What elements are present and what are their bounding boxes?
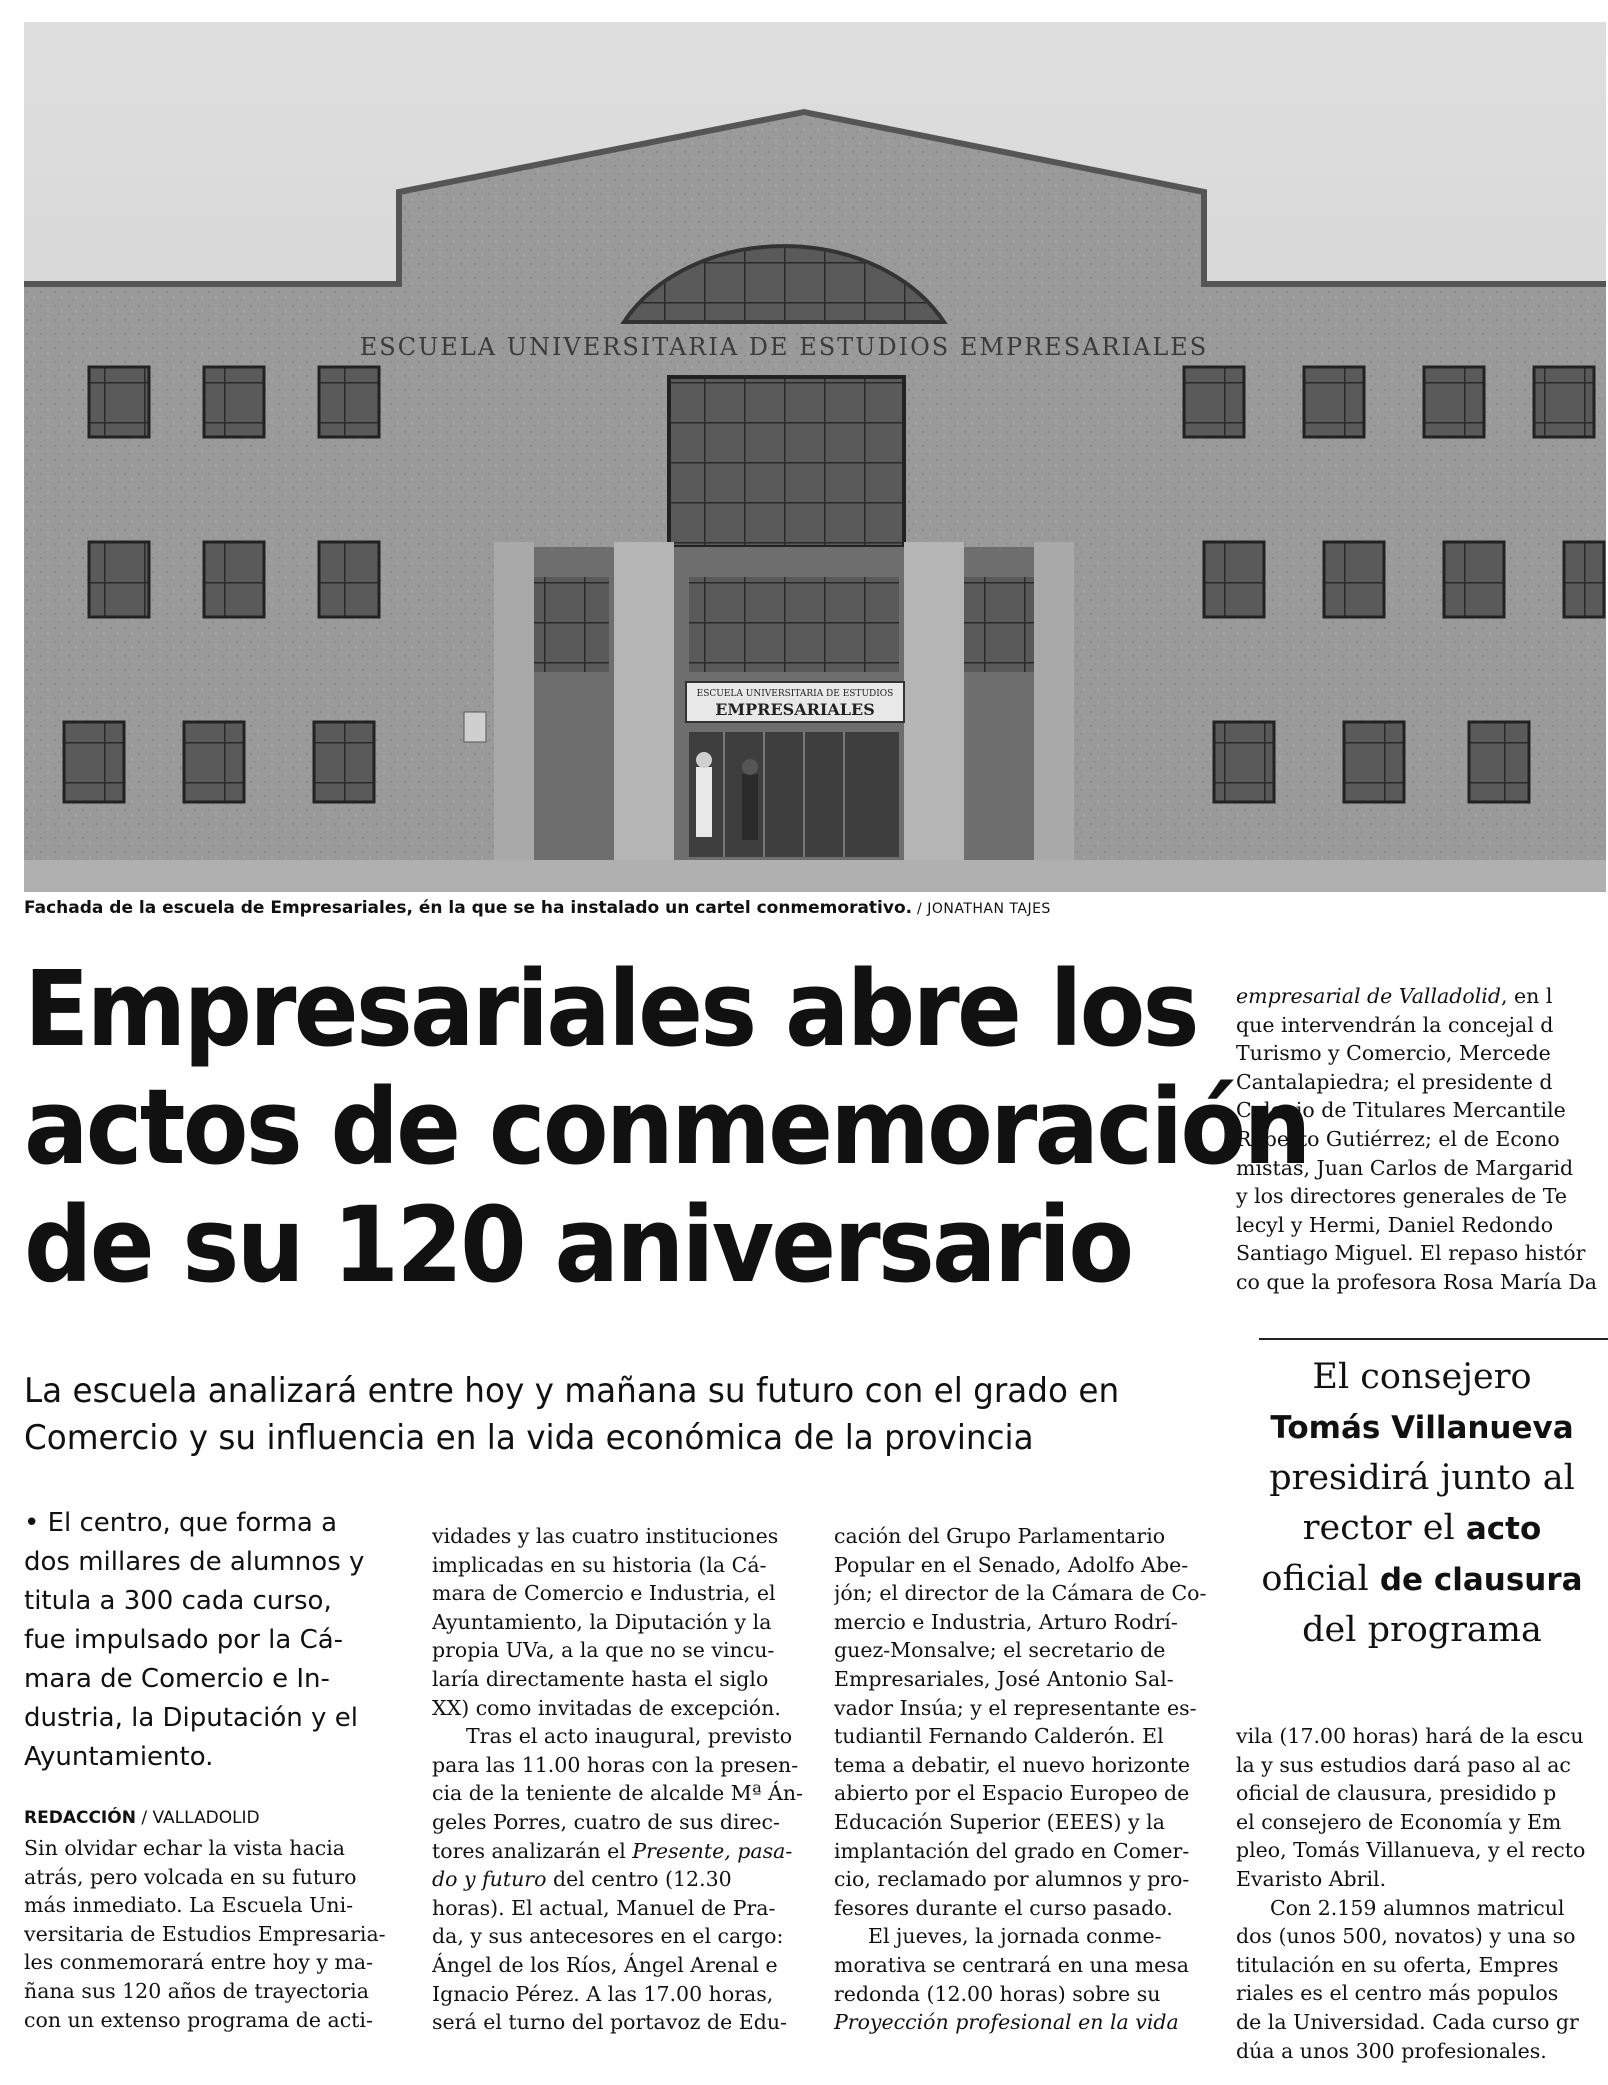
pull-quote-text: oficial [1261,1559,1380,1599]
body-line: da, y sus antecesores en el cargo: [432,1924,784,1949]
body-line: XX) como invitadas de excepción. [432,1695,781,1720]
body-line: el consejero de Economía y Em [1236,1809,1562,1834]
body-line: Ignacio Pérez. A las 17.00 horas, [432,1981,774,2006]
body-line: implicadas en su historia (la Cá- [432,1552,767,1577]
summary-line: • El centro, que forma a [24,1508,338,1538]
body-text: tores analizarán el [432,1838,633,1863]
body-line: dos (unos 500, novatos) y una so [1236,1924,1576,1949]
body-line: Turismo y Comercio, Mercede [1236,1041,1551,1066]
body-line: cación del Grupo Parlamentario [834,1524,1166,1548]
body-line: mistas, Juan Carlos de Margarid [1236,1155,1574,1180]
body-line: propia UVa, a la que no se vincu- [432,1638,775,1663]
body-line: vador Insúa; y el representante es- [834,1695,1197,1720]
body-line: Santiago Miguel. El repaso histór [1236,1241,1586,1266]
pull-quote-bold: acto [1465,1511,1542,1547]
body-line: titulación en su oferta, Empres [1236,1952,1559,1977]
body-line: oficial de clausura, presidido p [1236,1781,1557,1806]
subtitle [24,1368,1166,1462]
banner-line2: EMPRESARIALES [715,700,875,719]
body-line: Popular en el Senado, Adolfo Abe- [834,1552,1189,1577]
body-line: con un extenso programa de acti- [24,2007,373,2032]
headline-line: actos de conmemoración [24,1066,1309,1188]
body-line: será el turno del portavoz de Edu- [432,2010,787,2035]
building-inscription: ESCUELA UNIVERSITARIA DE ESTUDIOS EMPRESARIALES [359,333,1209,361]
event-title: do y futuro [432,1867,547,1892]
body-line: para las 11.00 horas con la presen- [432,1752,799,1777]
body-line: Cantalapiedra; el presidente d [1236,1069,1553,1094]
body-line: jón; el director de la Cámara de Co- [834,1581,1206,1606]
byline [24,1808,414,1828]
article-column-4 [1236,982,1608,1297]
byline-location: / VALLADOLID [135,1808,260,1828]
pull-quote-bold: de clausura [1379,1562,1583,1598]
body-text: , en l [1500,984,1553,1008]
body-line: El jueves, la jornada conme- [868,1924,1162,1949]
pull-quote [1236,1352,1608,1655]
body-line: cio, reclamado por alumnos y pro- [834,1867,1190,1892]
event-title: Presente, pasa- [632,1838,793,1863]
pull-quote-text: rector el [1302,1508,1466,1548]
body-line: la y sus estudios dará paso al ac [1236,1752,1571,1777]
summary-line: dustria, la Diputación y el [24,1703,358,1733]
banner-line1: ESCUELA UNIVERSITARIA DE ESTUDIOS [696,689,894,699]
body-line: ñana sus 120 años de trayectoria [24,1978,369,2003]
pull-quote-line [1236,1503,1608,1554]
body-line: les conmemorará entre hoy y ma- [24,1950,374,1975]
pull-quote-line [1236,1402,1608,1453]
pull-quote-bold: Tomás Villanueva [1270,1410,1574,1446]
body-line: Educación Superior (EEES) y la [834,1809,1165,1834]
body-line: pleo, Tomás Villanueva, y el recto [1236,1838,1586,1863]
building-facade-image [24,22,1606,892]
body-line: Roberto Gutiérrez; el de Econo [1236,1126,1560,1151]
summary-line: fue impulsado por la Cá- [24,1625,344,1655]
body-line: más inmediato. La Escuela Uni- [24,1893,354,1918]
body-line: redonda (12.00 horas) sobre su [834,1981,1161,2006]
body-line [432,1865,804,1894]
body-line: Ángel de los Ríos, Ángel Arenal e [432,1952,778,1977]
building-photo [24,22,1606,892]
event-title: empresarial de Valladolid [1236,984,1501,1008]
article-column-2 [432,1522,804,2037]
subtitle-line: Comercio y su influencia en la vida económica de la provincia [24,1418,1034,1458]
byline-author: REDACCIÓN [24,1808,136,1828]
body-text: del centro (12.30 [546,1867,732,1892]
body-line [432,1837,804,1866]
body-line: mercio e Industria, Arturo Rodrí- [834,1609,1178,1634]
photo-caption [24,898,1584,918]
headline-line: Empresariales abre los [24,948,1197,1070]
summary-line: dos millares de alumnos y [24,1547,365,1577]
body-line: dúa a unos 300 profesionales. [1236,2038,1547,2063]
caption-text: Fachada de la escuela de Empresariales, én la que se ha instalado un cartel conmemorativo. [24,898,913,918]
body-line: laría directamente hasta el siglo [432,1666,769,1691]
summary-box [24,1504,414,1777]
body-line: morativa se centrará en una mesa [834,1952,1190,1977]
body-line: vila (17.00 horas) hará de la escu [1236,1724,1584,1748]
body-line: de la Universidad. Cada curso gr [1236,2009,1579,2034]
body-line [1236,982,1608,1011]
body-line: versitaria de Estudios Empresaria- [24,1921,386,1946]
body-line: geles Porres, cuatro de sus direc- [432,1809,780,1834]
article-column-5-text [1236,1722,1608,2065]
pull-quote-line [1236,1554,1608,1605]
photo-credit: / JONATHAN TAJES [912,901,1051,917]
body-line: co que la profesora Rosa María Da [1236,1269,1597,1294]
body-line: mara de Comercio e Industria, el [432,1581,776,1606]
headline [24,948,1309,1306]
pull-quote-line: El consejero [1312,1357,1532,1397]
body-line: cia de la teniente de alcalde Mª Án- [432,1781,803,1806]
body-line: fesores durante el curso pasado. [834,1895,1173,1920]
body-line: implantación del grado en Comer- [834,1838,1190,1863]
body-line: tudiantil Fernando Calderón. El [834,1724,1164,1749]
body-line: Empresariales, José Antonio Sal- [834,1666,1174,1691]
summary-line: titula a 300 cada curso, [24,1586,332,1616]
body-line: Ayuntamiento, la Diputación y la [432,1609,772,1634]
article-column-3 [834,1522,1206,2037]
subtitle-line: La escuela analizará entre hoy y mañana su futuro con el grado en [24,1371,1120,1411]
body-line: Sin olvidar echar la vista hacia [24,1836,345,1860]
body-line: atrás, pero volcada en su futuro [24,1864,357,1889]
body-line: Evaristo Abril. [1236,1866,1387,1891]
pull-quote-line: del programa [1302,1610,1542,1650]
body-line: riales es el centro más populos [1236,1981,1559,2006]
body-line: Colegio de Titulares Mercantile [1236,1098,1566,1123]
body-line: que intervendrán la concejal d [1236,1012,1554,1037]
pull-quote-rule [1259,1338,1608,1340]
headline-line: de su 120 aniversario [24,1184,1132,1306]
body-line: vidades y las cuatro instituciones [432,1524,779,1548]
article-column-1 [24,1834,416,2034]
body-line: horas). El actual, Manuel de Pra- [432,1895,776,1920]
body-line: tema a debatir, el nuevo horizonte [834,1752,1191,1777]
pull-quote-line: presidirá junto al [1269,1458,1575,1498]
body-line: Tras el acto inaugural, previsto [466,1724,793,1749]
summary-line: mara de Comercio e In- [24,1664,330,1694]
body-line: lecyl y Hermi, Daniel Redondo [1236,1212,1554,1237]
body-line: guez-Monsalve; el secretario de [834,1638,1166,1663]
summary-line: Ayuntamiento. [24,1742,214,1772]
body-line: abierto por el Espacio Europeo de [834,1781,1190,1806]
body-line [834,2008,1206,2037]
event-title: Proyección profesional en la vida [834,2010,1179,2035]
body-line: Con 2.159 alumnos matricul [1270,1895,1565,1920]
body-line: y los directores generales de Te [1236,1184,1567,1209]
